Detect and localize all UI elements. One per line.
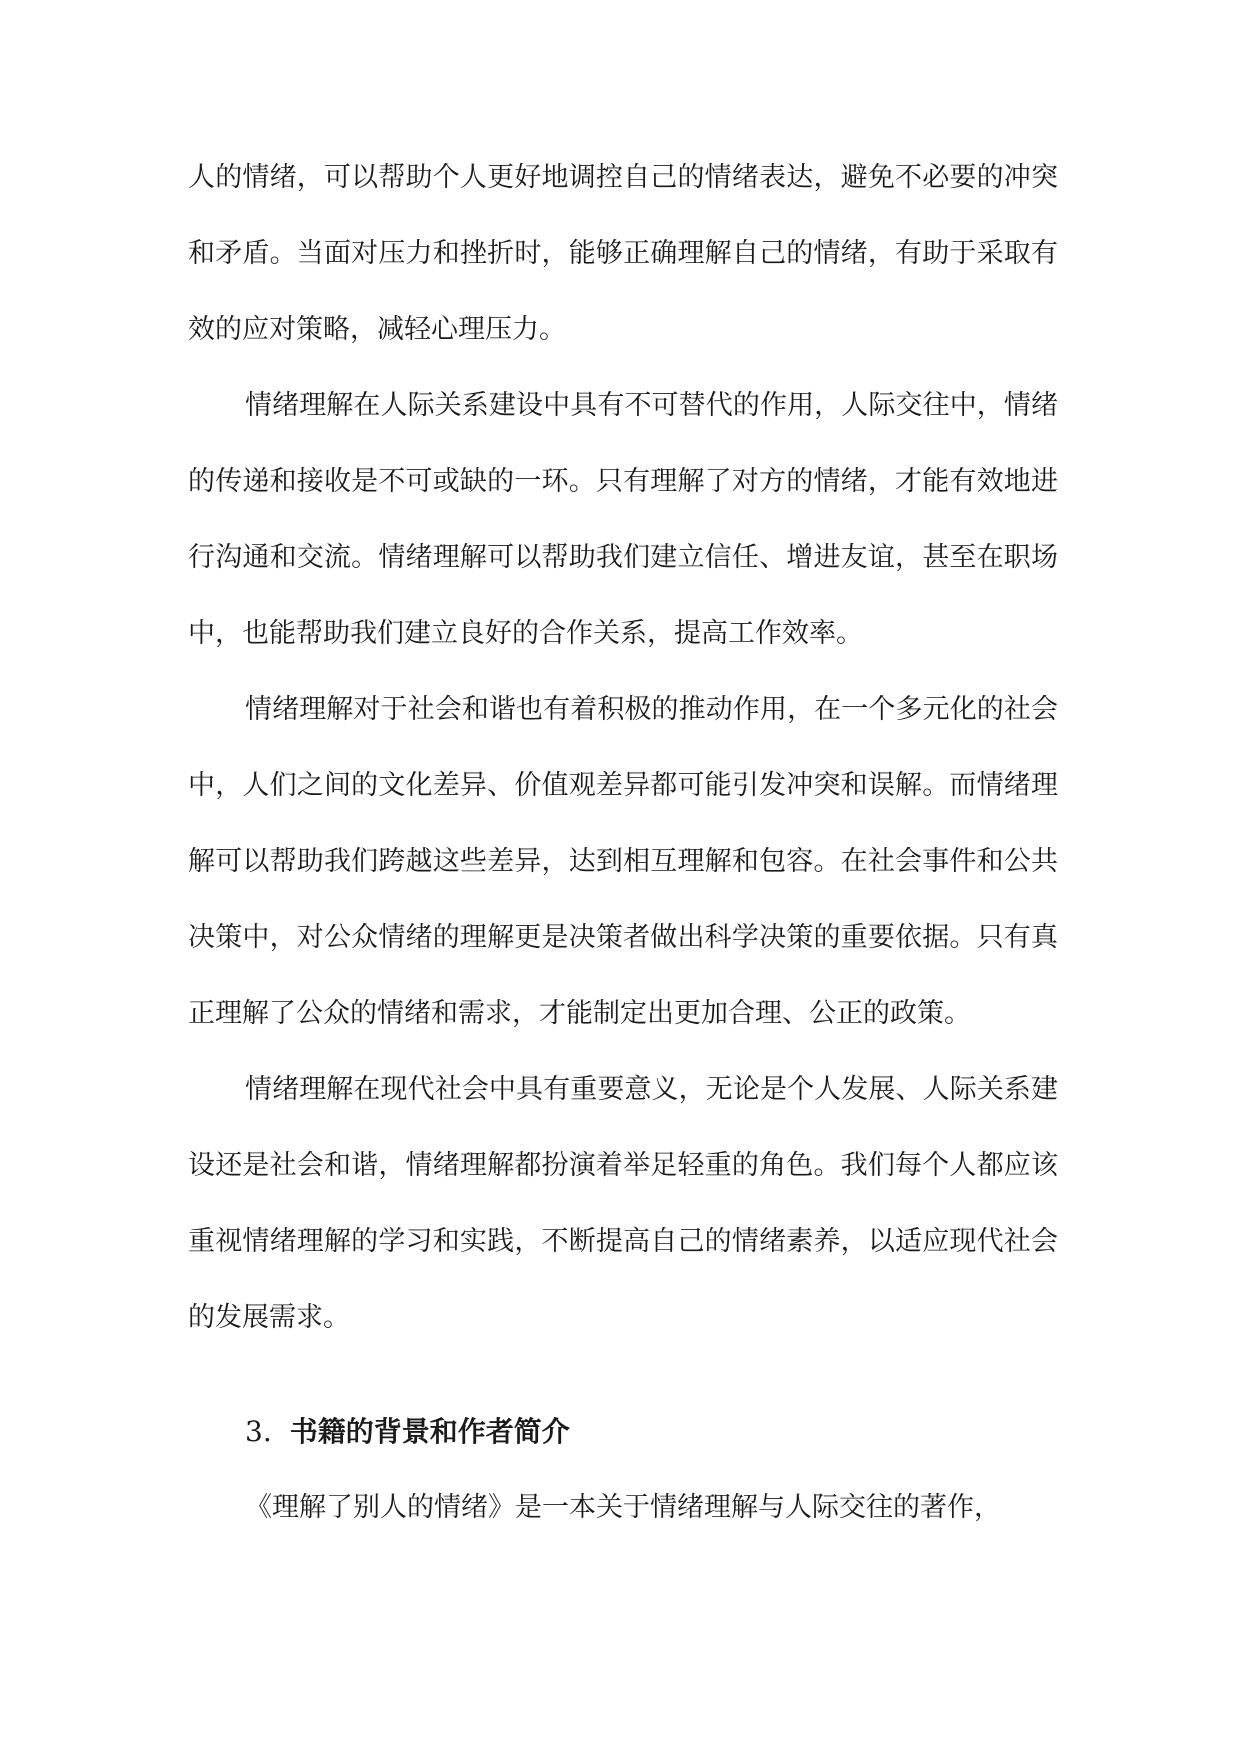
paragraph-interpersonal: 情绪理解在人际关系建设中具有不可替代的作用，人际交往中，情绪的传递和接收是不可或缺的一环。只有理解了对方的情绪，才能有效地进行沟通和交流。情绪理解可以帮助我们建立信任、增进友谊，甚至在职场中，也能帮助我们建立良好的合作关系，提高工作效率。 [188,390,1058,649]
paragraph-social-harmony: 情绪理解对于社会和谐也有着积极的推动作用，在一个多元化的社会中，人们之间的文化差异、价值观差异都可能引发冲突和误解。而情绪理解可以帮助我们跨越这些差异，达到相互理解和包容。在社会事件和公共决策中，对公众情绪的理解更是决策者做出科学决策的重要依据。只有真正理解了公众的情绪和需求，才能制定出更加合理、公正的政策。 [188,694,1058,1029]
paragraph-book-intro: 《理解了别人的情绪》是一本关于情绪理解与人际交往的著作， [245,1492,1001,1523]
section-heading [188,1394,1058,1470]
paragraph-conclusion: 情绪理解在现代社会中具有重要意义，无论是个人发展、人际关系建设还是社会和谐，情绪理解都扮演着举足轻重的角色。我们每个人都应该重视情绪理解的学习和实践，不断提高自己的情绪素养，以适应现代社会的发展需求。 [188,1074,1058,1333]
page-body [188,140,1058,1546]
section-number: 3. [245,1415,272,1448]
paragraph-continuation: 人的情绪，可以帮助个人更好地调控自己的情绪表达，避免不必要的冲突和矛盾。当面对压力和挫折时，能够正确理解自己的情绪，有助于采取有效的应对策略，减轻心理压力。 [188,162,1058,345]
section-title: 书籍的背景和作者简介 [289,1415,570,1448]
